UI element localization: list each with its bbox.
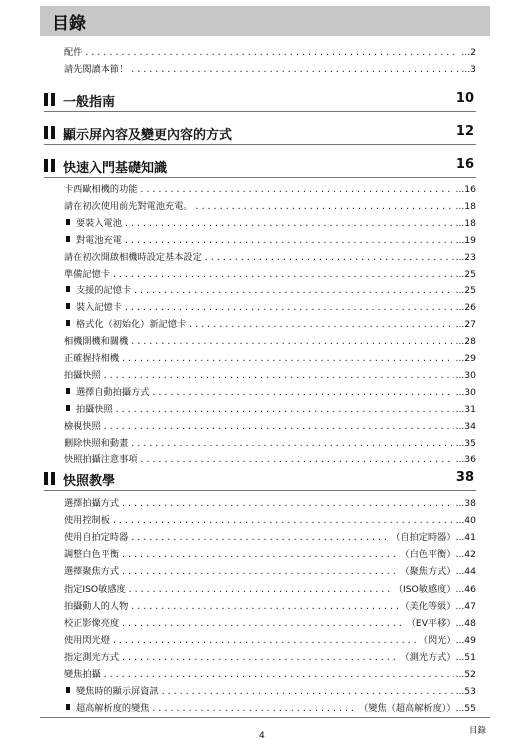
dot-leader — [195, 200, 454, 214]
toc-entry-page: ...30 — [455, 369, 476, 381]
toc-entry[interactable] — [64, 634, 476, 648]
toc-entry-page: ...25 — [455, 268, 476, 280]
bullet-icon — [66, 236, 70, 242]
toc-entry[interactable] — [64, 531, 476, 545]
toc-entry-text: 選擇拍攝方式 — [64, 498, 120, 509]
bullet-icon — [66, 320, 70, 326]
toc-entry-text: 拍攝動人的人物 — [64, 600, 129, 612]
toc-entry[interactable] — [64, 268, 476, 282]
toc-entry[interactable] — [64, 514, 476, 528]
bullet-icon — [66, 405, 70, 411]
toc-entry-page: ...29 — [455, 353, 476, 364]
toc-entry-page: （美化等級）...47 — [400, 600, 476, 612]
dot-leader — [130, 63, 459, 77]
toc-subentry[interactable] — [66, 217, 476, 231]
section-heading-snapshot-tutorial[interactable] — [44, 468, 476, 491]
toc-entry-page: （白色平衡）...42 — [400, 549, 476, 561]
toc-entry-read-first[interactable] — [64, 63, 476, 77]
toc-entry-page: ...38 — [455, 498, 476, 509]
toc-entry[interactable] — [64, 335, 476, 349]
toc-entry[interactable] — [64, 453, 476, 467]
toc-entry-page: ...34 — [455, 420, 476, 432]
footer-divider — [40, 717, 490, 718]
toc-entry-page: ...25 — [455, 285, 476, 297]
toc-subentry[interactable] — [66, 685, 476, 699]
toc-entry-page: ...18 — [455, 217, 476, 229]
toc-entry-page: ...53 — [455, 686, 476, 698]
toc-entry[interactable] — [64, 600, 476, 614]
toc-entry-text: 使用自拍定時器 — [64, 532, 129, 544]
section-title: 快速入門基礎知識 — [63, 161, 168, 176]
dot-leader — [130, 335, 453, 349]
dot-leader — [112, 268, 454, 282]
toc-entry-text: 請在初次使用前先對電池充電。 — [64, 200, 193, 212]
dot-leader — [112, 634, 417, 648]
toc-subentry[interactable] — [66, 403, 476, 417]
dot-leader — [121, 565, 398, 579]
toc-entry-page: （聚焦方式）...44 — [400, 566, 476, 578]
dot-leader — [133, 284, 453, 298]
footer-page-number: 4 — [259, 731, 265, 741]
dot-leader — [121, 651, 398, 665]
page-title: 目錄 — [52, 14, 86, 34]
toc-entry-page: ...16 — [455, 184, 476, 195]
toc-entry-page: ...31 — [455, 403, 476, 415]
toc-entry[interactable] — [64, 565, 476, 579]
dot-leader — [112, 514, 454, 528]
toc-entry-text: 要裝入電池 — [76, 217, 122, 229]
toc-entry-page: ...36 — [455, 454, 476, 466]
toc-entry-page: （變焦（超高解析度））...55 — [359, 703, 476, 715]
toc-subentry[interactable] — [66, 284, 476, 298]
dot-leader — [130, 600, 398, 614]
toc-entry[interactable] — [64, 668, 476, 682]
toc-entry-accessories[interactable] — [64, 46, 476, 60]
toc-entry-text: 配件 — [64, 47, 83, 58]
toc-entry-text: 拍攝快照 — [64, 369, 101, 381]
toc-entry-text: 拍攝快照 — [76, 403, 113, 415]
toc-entry-text: 卡西歐相機的功能 — [64, 184, 138, 195]
toc-entry[interactable] — [64, 651, 476, 665]
toc-entry-text: 對電池充電 — [76, 234, 122, 246]
toc-entry[interactable] — [64, 352, 476, 366]
toc-entry-text: 指定ISO敏感度 — [64, 583, 126, 595]
dot-leader — [124, 234, 454, 248]
toc-entry[interactable] — [64, 420, 476, 434]
section-page: 10 — [455, 91, 474, 106]
toc-entry-text: 快照拍攝注意事項 — [64, 454, 138, 466]
dot-leader — [130, 437, 453, 451]
dot-leader — [128, 583, 392, 597]
toc-entry-page: （ISO敏感度）...46 — [393, 583, 476, 595]
toc-entry-page: （測光方式）...51 — [400, 651, 476, 663]
toc-entry-text: 裝入記憶卡 — [76, 302, 122, 314]
toc-entry-text: 使用閃光燈 — [64, 634, 110, 646]
section-heading-general-guide[interactable] — [44, 89, 476, 112]
toc-entry-page: ...18 — [455, 200, 476, 212]
toc-entry-page: ...27 — [455, 319, 476, 331]
dot-leader — [121, 617, 405, 631]
dot-leader — [103, 369, 454, 383]
toc-entry-page: ...40 — [455, 515, 476, 527]
dot-leader — [130, 531, 389, 545]
toc-entry-text: 相機開機和關機 — [64, 336, 129, 348]
toc-entry-page: ...3 — [461, 64, 476, 75]
toc-subentry[interactable] — [66, 702, 476, 716]
section-heading-quick-start[interactable] — [44, 155, 476, 178]
toc-entry-text: 指定測光方式 — [64, 651, 120, 663]
dot-leader — [121, 548, 398, 562]
bullet-icon — [66, 687, 70, 693]
toc-entry-text: 變焦拍攝 — [64, 669, 101, 680]
section-title: 一般指南 — [63, 95, 116, 110]
bullet-icon — [66, 219, 70, 225]
toc-entry-text: 超高解析度的變焦 — [76, 703, 150, 715]
toc-entry[interactable] — [64, 183, 476, 197]
dot-leader — [103, 420, 454, 434]
dot-leader — [121, 497, 453, 511]
section-page: 16 — [455, 157, 474, 172]
toc-subentry[interactable] — [66, 234, 476, 248]
toc-entry-page: （自拍定時器）...41 — [391, 532, 476, 544]
toc-entry-text: 格式化（初始化）新記憶卡 — [76, 319, 187, 331]
section-marker-icon — [44, 93, 58, 106]
toc-entry[interactable] — [64, 548, 476, 562]
toc-entry-text: 準備記憶卡 — [64, 268, 110, 280]
toc-entry-text: 支援的記憶卡 — [76, 285, 132, 297]
toc-entry-text: 選擇聚焦方式 — [64, 566, 120, 578]
footer-label: 目錄 — [468, 726, 486, 736]
section-marker-icon — [44, 159, 58, 172]
section-marker-icon — [44, 472, 58, 485]
section-title: 快照教學 — [63, 474, 116, 489]
bullet-icon — [66, 388, 70, 394]
dot-leader — [121, 352, 453, 366]
toc-entry-page: （EV平移）...48 — [406, 617, 476, 629]
toc-entry-page: ...23 — [455, 251, 476, 263]
dot-leader — [124, 301, 454, 315]
toc-entry[interactable] — [64, 497, 476, 511]
dot-leader — [152, 386, 454, 400]
toc-entry-text: 請先閱讀本節！ — [64, 64, 129, 75]
toc-entry-text: 刪除快照和動畫 — [64, 437, 129, 449]
toc-entry-page: ...26 — [455, 302, 476, 314]
section-title: 顯示屏內容及變更內容的方式 — [63, 128, 233, 143]
toc-entry-text: 調整白色平衡 — [64, 549, 120, 561]
toc-entry-page: （閃光）...49 — [418, 634, 476, 646]
toc-entry-text: 正確握持相機 — [64, 353, 120, 364]
toc-header-bar — [40, 6, 490, 36]
dot-leader — [188, 318, 453, 332]
bullet-icon — [66, 704, 70, 710]
toc-entry[interactable] — [64, 583, 476, 597]
toc-subentry[interactable] — [66, 301, 476, 315]
toc-entry-text: 使用控制板 — [64, 515, 110, 527]
section-heading-display[interactable] — [44, 122, 476, 145]
toc-entry-page: ...19 — [455, 234, 476, 246]
dot-leader — [103, 668, 454, 682]
section-marker-icon — [44, 126, 58, 139]
toc-entry-page: ...52 — [455, 669, 476, 680]
toc-subentry[interactable] — [66, 318, 476, 332]
toc-entry-page: ...35 — [455, 437, 476, 449]
section-page: 12 — [455, 124, 474, 139]
dot-leader — [124, 217, 454, 231]
section-page: 38 — [455, 470, 474, 485]
toc-entry[interactable] — [64, 200, 476, 214]
toc-entry[interactable] — [64, 369, 476, 383]
toc-entry-text: 校正影像亮度 — [64, 617, 120, 629]
toc-entry-text: 變焦時的顯示屏資訊 — [76, 686, 159, 698]
toc-entry-page: ...30 — [455, 386, 476, 398]
toc-subentry[interactable] — [66, 386, 476, 400]
toc-entry[interactable] — [64, 251, 476, 265]
toc-entry-text: 選擇自動拍攝方式 — [76, 386, 150, 398]
dot-leader — [84, 46, 459, 60]
toc-entry[interactable] — [64, 437, 476, 451]
toc-entry-text: 檢視快照 — [64, 420, 101, 432]
dot-leader — [140, 453, 454, 467]
bullet-icon — [66, 303, 70, 309]
toc-entry-page: ...2 — [461, 47, 476, 58]
dot-leader — [115, 403, 454, 417]
dot-leader — [161, 685, 454, 699]
dot-leader — [140, 183, 454, 197]
dot-leader — [152, 702, 358, 716]
dot-leader — [204, 251, 454, 265]
bullet-icon — [66, 286, 70, 292]
toc-entry[interactable] — [64, 617, 476, 631]
toc-entry-text: 請在初次開啟相機時設定基本設定 — [64, 251, 202, 263]
toc-entry-page: ...28 — [455, 336, 476, 348]
